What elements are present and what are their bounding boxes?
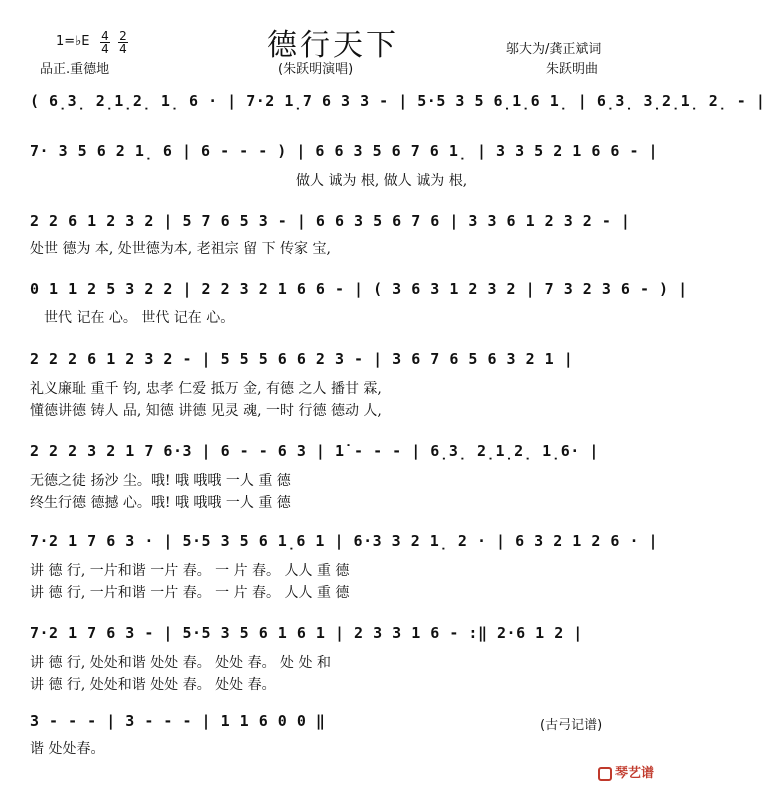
time-signature-b: 2 4 — [119, 29, 127, 56]
lyrics-row-6a: 无德之徒 扬沙 尘。哦! 哦 哦哦 一人 重 德 — [30, 473, 291, 489]
transcriber-note: (古弓记谱) — [540, 718, 603, 733]
composer-credit: 朱跃明曲 — [546, 62, 599, 77]
lyrics-row-5b: 懂德讲德 铸人 品, 知德 讲德 见灵 魂, 一时 行德 德动 人, — [30, 403, 382, 419]
logo-icon — [598, 767, 612, 781]
notation-row-1: ( 6̣3̣ 2̣1̣2̣ 1̣ 6 · | 7·2 1̣7 6 3 3 - | 5·5 3 5 6̣1̣6 1̣ | 6̣3̣ 3̣2̣1̣ 2̣ - | — [30, 92, 765, 110]
lyrics-row-7a: 讲 德 行, 一片和谐 一片 春。 一 片 春。 人人 重 德 — [30, 563, 350, 579]
notation-row-9: 3 - - - | 3 - - - | 1 1 6 0 0 ‖ — [30, 712, 326, 730]
notation-row-7: 7·2 1 7 6 3 · | 5·5 3 5 6 1̣6 1 | 6·3 3 2 1̣ 2 · | 6 3 2 1 2 6 · | — [30, 532, 659, 550]
lyrics-row-9: 谐 处处春。 — [30, 741, 105, 757]
notation-row-6: 2 2 2 3 2 1 7 6·3 | 6 - - 6 3 | 1̇ - - - | 6̣3̣ 2̣1̣2̣ 1̣6· | — [30, 442, 599, 460]
lyrics-row-6b: 终生行德 德撼 心。哦! 哦 哦哦 一人 重 德 — [30, 495, 291, 511]
lyrics-row-8b: 讲 德 行, 处处和谐 处处 春。 处处 春。 — [30, 677, 276, 693]
tempo-marking: 品正.重德地 — [40, 62, 110, 77]
notation-row-8: 7·2 1 7 6 3 - | 5·5 3 5 6 1 6 1 | 2 3 3 1 6 - :‖ 2·6 1 2 | — [30, 624, 583, 642]
lyricist-credit: 邬大为/龚正斌词 — [506, 42, 602, 57]
lyrics-row-8a: 讲 德 行, 处处和谐 处处 春。 处处 春。 处 处 和 — [30, 655, 331, 671]
key-signature: 1=♭E — [56, 34, 90, 49]
performer-credit: (朱跃明演唱) — [278, 62, 354, 77]
site-logo: 琴艺谱 — [598, 762, 654, 781]
notation-row-4: 0 1 1 2 5 3 2 2 | 2 2 3 2 1 6 6 - | ( 3 6 3 1 2 3 2 | 7 3 2 3 6 - ) | — [30, 280, 688, 298]
lyrics-row-4: 世代 记在 心。 世代 记在 心。 — [44, 310, 235, 326]
notation-row-3: 2 2 6 1 2 3 2 | 5 7 6 5 3 - | 6 6 3 5 6 7 6 | 3 3 6 1 2 3 2 - | — [30, 212, 631, 230]
lyrics-row-5a: 礼义廉耻 重千 钧, 忠孝 仁爱 抵万 金, 有德 之人 播甘 霖, — [30, 381, 382, 397]
lyrics-row-7b: 讲 德 行, 一片和谐 一片 春。 一 片 春。 人人 重 德 — [30, 585, 350, 601]
time-signature-a: 4 4 — [101, 29, 109, 56]
lyrics-row-2: 做人 诚为 根, 做人 诚为 根, — [296, 173, 468, 189]
notation-row-2: 7· 3 5 6 2 1̣ 6 | 6 - - - ) | 6 6 3 5 6 7 6 1̣ | 3 3 5 2 1 6 6 - | — [30, 142, 659, 160]
notation-row-5: 2 2 2 6 1 2 3 2 - | 5 5 5 6 6 2 3 - | 3 6 7 6 5 6 3 2 1 | — [30, 350, 574, 368]
lyrics-row-3: 处世 德为 本, 处世德为本, 老祖宗 留 下 传家 宝, — [30, 241, 331, 257]
song-title: 德行天下 — [267, 28, 399, 63]
